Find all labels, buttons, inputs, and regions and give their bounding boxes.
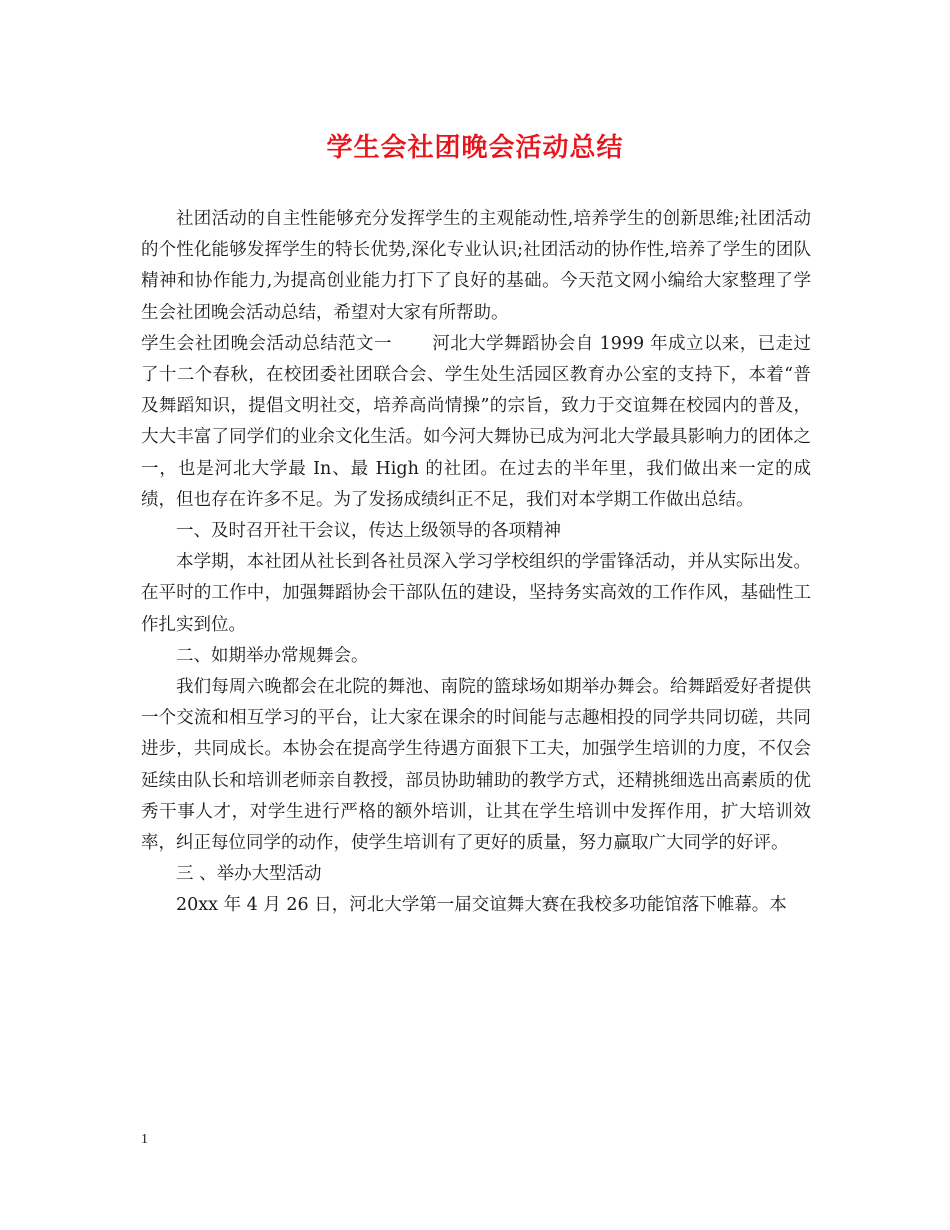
section-heading-3: 三 、举办大型活动 bbox=[176, 864, 322, 885]
section-paragraph-3: 20xx 年 4 月 26 日，河北大学第一届交谊舞大赛在我校多功能馆落下帷幕。本 bbox=[176, 895, 787, 916]
sample-label: 学生会社团晚会活动总结范文一 bbox=[141, 333, 392, 354]
section-paragraph-1: 本学期，本社团从社长到各社员深入学习学校组织的学雷锋活动，并从实际出发。在平时的工作中，加强舞蹈协会干部队伍的建设，坚持务实高效的工作作风，基础性工作扎实到位。 bbox=[141, 552, 811, 635]
section-paragraph-2: 我们每周六晚都会在北院的舞池、南院的篮球场如期举办舞会。给舞蹈爱好者提供一个交流和相互学习的平台，让大家在课余的时间能与志趣相投的同学共同切磋，共同进步，共同成长。本协会在提高学生待遇方面狠下工夫，加强学生培训的力度，不仅会延续由队长和培训老师亲自教授，部员协助辅助的教学方式，还精挑细选出高素质的优秀干事人才，对学生进行严格的额外培训，让其在学生培训中发挥作用，扩大培训效率，纠正每位同学的动作，使学生培训有了更好的质量，努力赢取广大同学的好评。 bbox=[141, 677, 811, 854]
document-body bbox=[141, 204, 811, 922]
sample-text: 河北大学舞蹈协会自 1999 年成立以来，已走过了十二个春秋，在校团委社团联合会、学生处生活园区教育办公室的支持下，本着“普及舞蹈知识，提倡文明社交，培养高尚情操”的宗旨，致力于交谊舞在校园内的普及，大大丰富了同学们的业余文化生活。如今河大舞协已成为河北大学最具影响力的团体之一，也是河北大学最 In、最 High 的社团。在过去的半年里，我们做出来一定的成绩，但也存在许多不足。为了发扬成绩纠正不足，我们对本学期工作做出总结。 bbox=[141, 333, 811, 510]
intro-paragraph: 社团活动的自主性能够充分发挥学生的主观能动性,培养学生的创新思维;社团活动的个性化能够发挥学生的特长优势,深化专业认识;社团活动的协作性,培养了学生的团队精神和协作能力,为提高创业能力打下了良好的基础。今天范文网小编给大家整理了学生会社团晚会活动总结，希望对大家有所帮助。 bbox=[141, 209, 811, 323]
section-heading-2: 二、如期举办常规舞会。 bbox=[176, 645, 369, 666]
document-title: 学生会社团晚会活动总结 bbox=[326, 133, 624, 163]
sample-paragraph bbox=[141, 329, 811, 516]
page-number: 1 bbox=[141, 1132, 148, 1147]
section-heading-1: 一、及时召开社干会议，传达上级领导的各项精神 bbox=[176, 521, 561, 542]
